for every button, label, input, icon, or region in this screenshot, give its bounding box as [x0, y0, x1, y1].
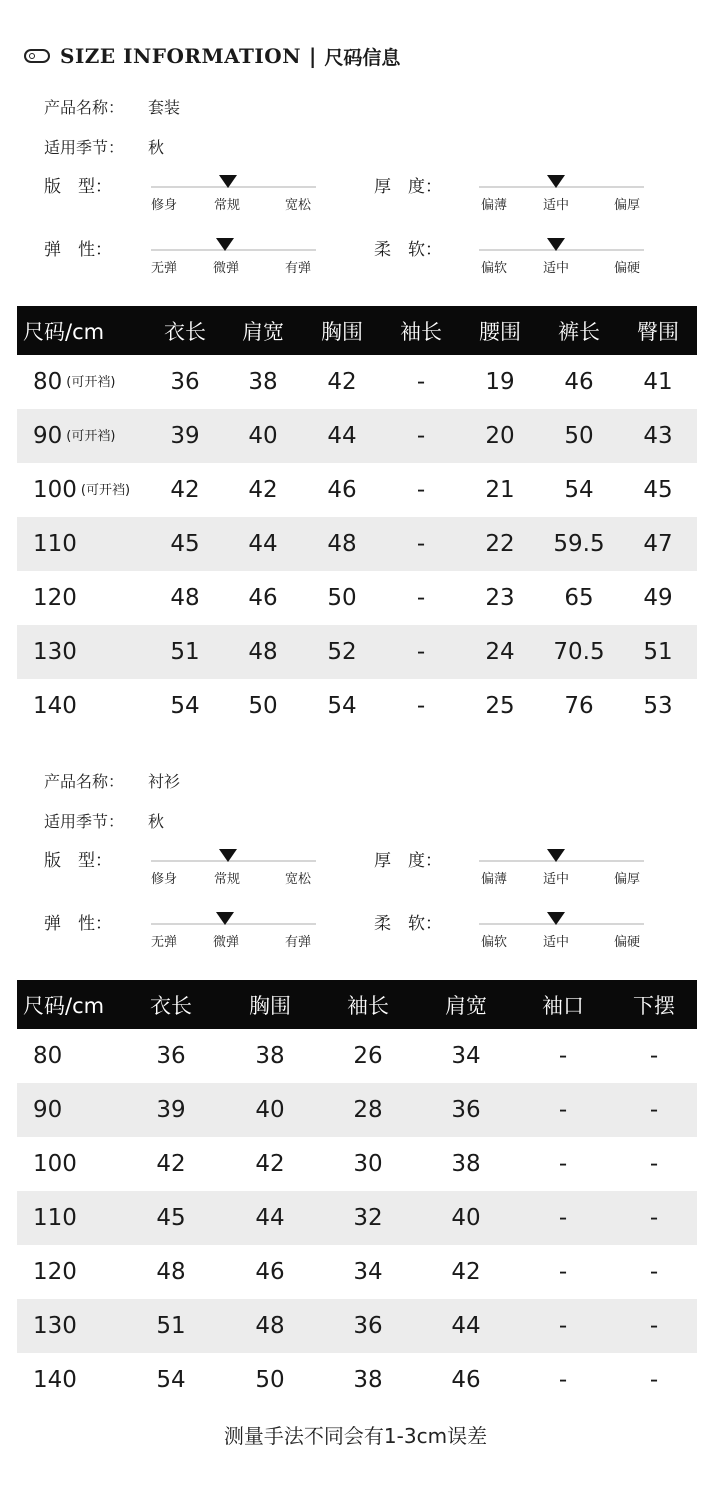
table-cell: 48 [156, 1259, 186, 1285]
table-cell: - [416, 693, 426, 719]
table-row [17, 679, 697, 733]
table-cell: 70.5 [553, 639, 605, 665]
table-cell: 45 [170, 531, 200, 557]
table-cell: 40 [451, 1205, 481, 1231]
table-row [17, 463, 697, 517]
table-cell: 43 [643, 423, 673, 449]
table-cell: 28 [353, 1097, 383, 1123]
season-row [44, 809, 164, 832]
column-header: 裤长 [558, 319, 600, 344]
table-cell: - [649, 1313, 659, 1339]
size-cell [17, 463, 147, 517]
elasticity-marker-icon [216, 912, 234, 925]
size-value: 100 [33, 1151, 77, 1177]
size-value: 80 [33, 1043, 63, 1069]
table-cell: 26 [353, 1043, 383, 1069]
table-cell: - [649, 1205, 659, 1231]
fit-marker-icon [219, 175, 237, 188]
product-name-value: 衬衫 [148, 772, 181, 791]
table-cell: 48 [248, 639, 278, 665]
table-cell: - [416, 423, 426, 449]
table-cell: - [416, 369, 426, 395]
table-cell: 39 [156, 1097, 186, 1123]
table-header-row [17, 980, 697, 1029]
size-cell [17, 1299, 121, 1353]
size-cell [17, 571, 147, 625]
fit-option: 宽松 [285, 872, 312, 887]
season-row [44, 135, 164, 158]
thickness-option: 偏薄 [481, 872, 508, 887]
table-cell: 48 [327, 531, 357, 557]
fit-option: 修身 [151, 872, 178, 887]
size-cell [17, 1191, 121, 1245]
column-header: 尺码/cm [23, 319, 105, 344]
table-cell: 54 [564, 477, 594, 503]
size-value: 130 [33, 639, 77, 665]
table-row [17, 1029, 697, 1083]
product-name-row [44, 95, 180, 118]
size-value: 140 [33, 693, 77, 719]
table-cell: 42 [156, 1151, 186, 1177]
size-cell [17, 1353, 121, 1407]
table-cell: 38 [353, 1367, 383, 1393]
size-cell [17, 1137, 121, 1191]
table-cell: 50 [564, 423, 594, 449]
table-cell: 46 [327, 477, 357, 503]
table-cell: - [558, 1259, 568, 1285]
table-cell: - [558, 1205, 568, 1231]
table-cell: 36 [156, 1043, 186, 1069]
table-cell: 42 [255, 1151, 285, 1177]
column-header: 肩宽 [445, 993, 487, 1018]
elasticity-option: 无弹 [151, 261, 178, 276]
softness-label: 柔 软： [374, 914, 442, 934]
softness-label: 柔 软： [374, 240, 442, 260]
table-cell: 19 [485, 369, 515, 395]
fit-label: 版 型： [44, 851, 112, 871]
table-cell: 51 [643, 639, 673, 665]
table-cell: 30 [353, 1151, 383, 1177]
product-name-value: 套装 [148, 98, 181, 117]
table-cell: 42 [248, 477, 278, 503]
size-note: (可开裆) [80, 483, 131, 498]
table-cell: 52 [327, 639, 357, 665]
table-cell: 54 [327, 693, 357, 719]
season-value: 秋 [148, 138, 165, 157]
thickness-option: 偏厚 [614, 872, 641, 887]
table-cell: 46 [248, 585, 278, 611]
elasticity-option: 有弹 [285, 261, 312, 276]
softness-option: 适中 [543, 261, 570, 276]
softness-option: 适中 [543, 935, 570, 950]
product-name-label: 产品名称： [44, 772, 125, 791]
table-cell: 50 [255, 1367, 285, 1393]
table-row [17, 355, 697, 409]
size-value: 120 [33, 1259, 77, 1285]
table-cell: 23 [485, 585, 515, 611]
table-cell: 20 [485, 423, 515, 449]
thickness-option: 适中 [543, 198, 570, 213]
fit-scale [44, 846, 334, 906]
table-cell: - [558, 1367, 568, 1393]
thickness-marker-icon [547, 175, 565, 188]
table-cell: - [558, 1097, 568, 1123]
page-title-cn: 尺码信息 [324, 46, 401, 69]
table-cell: 51 [156, 1313, 186, 1339]
size-cell [17, 1245, 121, 1299]
elasticity-option: 有弹 [285, 935, 312, 950]
column-header: 胸围 [249, 993, 291, 1018]
table-cell: 45 [643, 477, 673, 503]
table-cell: 34 [451, 1043, 481, 1069]
measurement-note: 测量手法不同会有1-3cm误差 [223, 1424, 488, 1448]
fit-option: 常规 [214, 198, 241, 213]
fit-scale [44, 172, 334, 232]
size-cell [17, 1029, 121, 1083]
table-cell: 46 [451, 1367, 481, 1393]
table-cell: - [649, 1097, 659, 1123]
table-cell: - [558, 1151, 568, 1177]
table-header-row [17, 306, 697, 355]
column-header: 胸围 [321, 319, 363, 344]
size-value: 90 [33, 1097, 63, 1123]
size-cell [17, 1083, 121, 1137]
table-cell: 51 [170, 639, 200, 665]
thickness-label: 厚 度： [374, 177, 442, 197]
table-cell: 39 [170, 423, 200, 449]
table-cell: 48 [255, 1313, 285, 1339]
table-cell: 21 [485, 477, 515, 503]
table-cell: - [649, 1367, 659, 1393]
fit-option: 宽松 [285, 198, 312, 213]
size-value: 80 [33, 369, 63, 395]
table-cell: 22 [485, 531, 515, 557]
column-header: 衣长 [150, 993, 192, 1018]
page-header [24, 40, 400, 72]
season-label: 适用季节： [44, 138, 125, 157]
table-cell: 59.5 [553, 531, 605, 557]
size-value: 110 [33, 1205, 77, 1231]
column-header: 衣长 [164, 319, 206, 344]
table-row [17, 1299, 697, 1353]
size-cell [17, 625, 147, 679]
thickness-marker-icon [547, 849, 565, 862]
elasticity-option: 无弹 [151, 935, 178, 950]
table-cell: 32 [353, 1205, 383, 1231]
size-value: 120 [33, 585, 77, 611]
table-cell: 40 [255, 1097, 285, 1123]
size-value: 130 [33, 1313, 77, 1339]
column-header: 袖长 [347, 993, 389, 1018]
table-cell: 38 [451, 1151, 481, 1177]
thickness-option: 适中 [543, 872, 570, 887]
table-cell: 41 [643, 369, 673, 395]
size-table [17, 980, 697, 1407]
table-row [17, 409, 697, 463]
table-row [17, 1137, 697, 1191]
table-row [17, 517, 697, 571]
elasticity-scale [44, 235, 334, 295]
softness-scale [374, 909, 664, 969]
softness-option: 偏软 [481, 935, 508, 950]
table-cell: 53 [643, 693, 673, 719]
column-header: 肩宽 [242, 319, 284, 344]
table-cell: 49 [643, 585, 673, 611]
softness-option: 偏软 [481, 261, 508, 276]
table-cell: 42 [327, 369, 357, 395]
table-cell: 50 [327, 585, 357, 611]
elasticity-scale [44, 909, 334, 969]
thickness-scale [374, 846, 664, 906]
size-table [17, 306, 697, 733]
table-cell: - [558, 1313, 568, 1339]
table-row [17, 1191, 697, 1245]
thickness-option: 偏薄 [481, 198, 508, 213]
size-note: (可开裆) [66, 429, 116, 444]
product-name-row [44, 769, 180, 792]
table-row [17, 1083, 697, 1137]
size-value: 90 [33, 423, 63, 449]
table-cell: 42 [451, 1259, 481, 1285]
table-cell: 46 [564, 369, 594, 395]
table-cell: 36 [353, 1313, 383, 1339]
fit-label: 版 型： [44, 177, 112, 197]
table-cell: 24 [485, 639, 515, 665]
size-cell [17, 679, 147, 733]
table-cell: 48 [170, 585, 200, 611]
column-header: 袖长 [400, 319, 442, 344]
table-cell: - [416, 477, 426, 503]
column-header: 臀围 [637, 319, 679, 344]
size-cell [17, 355, 147, 409]
size-value: 100 [33, 477, 77, 503]
column-header: 下摆 [633, 993, 675, 1018]
table-cell: 36 [451, 1097, 481, 1123]
title-separator: | [309, 44, 317, 68]
softness-option: 偏硬 [614, 935, 641, 950]
fit-marker-icon [219, 849, 237, 862]
thickness-label: 厚 度： [374, 851, 442, 871]
size-note: (可开裆) [66, 375, 116, 390]
table-row [17, 571, 697, 625]
softness-marker-icon [547, 238, 565, 251]
column-header: 尺码/cm [23, 993, 105, 1018]
thickness-option: 偏厚 [614, 198, 641, 213]
table-cell: 44 [255, 1205, 285, 1231]
elasticity-marker-icon [216, 238, 234, 251]
table-cell: 34 [353, 1259, 383, 1285]
table-cell: 45 [156, 1205, 186, 1231]
season-value: 秋 [148, 812, 165, 831]
softness-scale [374, 235, 664, 295]
table-cell: 42 [170, 477, 200, 503]
table-cell: 65 [564, 585, 594, 611]
table-cell: - [416, 531, 426, 557]
table-cell: 44 [451, 1313, 481, 1339]
elasticity-label: 弹 性： [44, 914, 112, 934]
table-cell: 25 [485, 693, 515, 719]
table-cell: - [416, 639, 426, 665]
table-cell: 47 [643, 531, 673, 557]
elasticity-label: 弹 性： [44, 240, 112, 260]
column-header: 腰围 [479, 319, 521, 344]
pill-toggle-icon [24, 49, 50, 63]
table-cell: 54 [156, 1367, 186, 1393]
thickness-scale [374, 172, 664, 232]
table-cell: 46 [255, 1259, 285, 1285]
table-cell: 36 [170, 369, 200, 395]
size-value: 140 [33, 1367, 77, 1393]
size-cell [17, 409, 147, 463]
column-header: 袖口 [542, 993, 584, 1018]
table-cell: 40 [248, 423, 278, 449]
table-cell: 38 [248, 369, 278, 395]
table-row [17, 625, 697, 679]
product-name-label: 产品名称： [44, 98, 125, 117]
table-cell: 76 [564, 693, 594, 719]
table-cell: 44 [248, 531, 278, 557]
table-cell: - [558, 1043, 568, 1069]
softness-option: 偏硬 [614, 261, 641, 276]
elasticity-option: 微弹 [213, 261, 240, 276]
fit-option: 常规 [214, 872, 241, 887]
size-value: 110 [33, 531, 77, 557]
table-cell: - [649, 1151, 659, 1177]
table-cell: 44 [327, 423, 357, 449]
table-cell: - [649, 1259, 659, 1285]
table-cell: 54 [170, 693, 200, 719]
fit-option: 修身 [151, 198, 178, 213]
table-cell: - [416, 585, 426, 611]
table-row [17, 1353, 697, 1407]
size-cell [17, 517, 147, 571]
softness-marker-icon [547, 912, 565, 925]
table-row [17, 1245, 697, 1299]
page-title-en: SIZE INFORMATION [60, 44, 301, 68]
table-cell: 38 [255, 1043, 285, 1069]
season-label: 适用季节： [44, 812, 125, 831]
table-cell: - [649, 1043, 659, 1069]
elasticity-option: 微弹 [213, 935, 240, 950]
table-cell: 50 [248, 693, 278, 719]
